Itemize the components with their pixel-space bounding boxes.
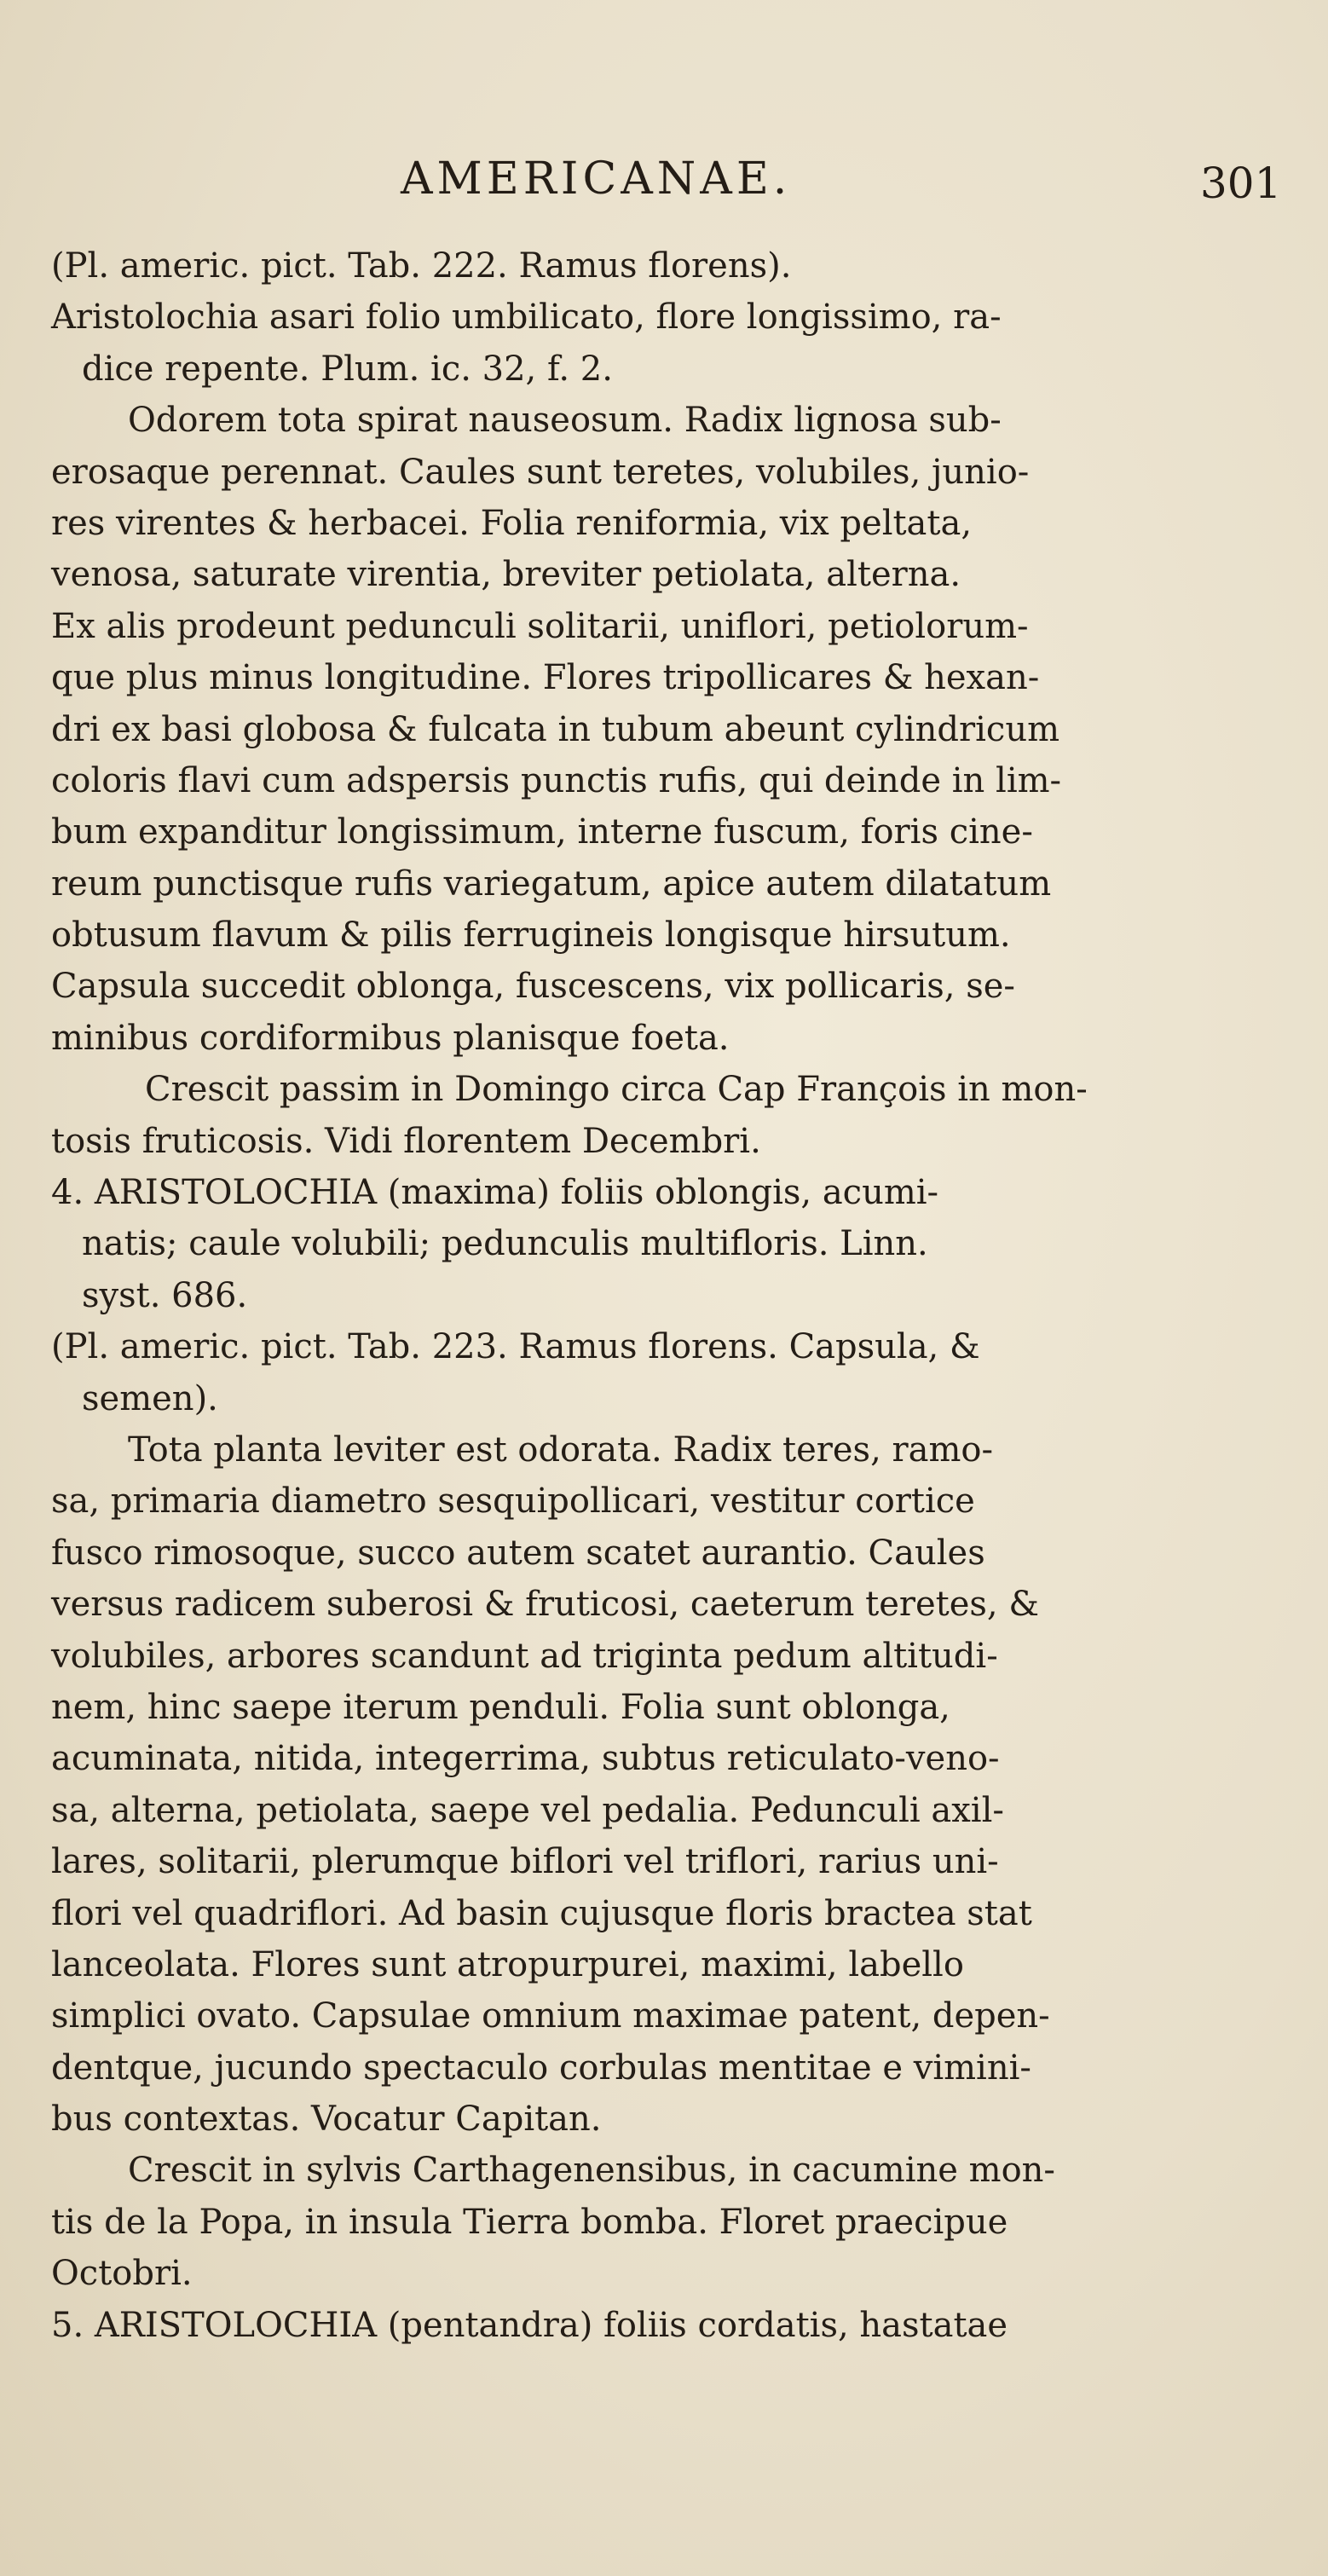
text-line: tosis fruticosis. Vidi florentem Decembri. bbox=[51, 1121, 761, 1161]
text-line: minibus cordiformibus planisque foeta. bbox=[51, 1018, 730, 1058]
text-line: bus contextas. Vocatur Capitan. bbox=[51, 2099, 602, 2140]
text-line: obtusum flavum & pilis ferrugineis longisque hirsutum. bbox=[51, 915, 1011, 956]
text-line: coloris flavi cum adspersis punctis rufis, qui deinde in lim- bbox=[51, 760, 1062, 800]
text-line: res virentes & herbacei. Folia reniformia, vix peltata, bbox=[51, 503, 973, 543]
text-line: dice repente. Plum. ic. 32, f. 2. bbox=[82, 349, 613, 389]
text-line: lanceolata. Flores sunt atropurpurei, maximi, labello bbox=[51, 1944, 964, 1984]
text-line: dri ex basi globosa & fulcata in tubum abeunt cylindricum bbox=[51, 709, 1060, 749]
text-line: 5. ARISTOLOCHIA (pentandra) foliis cordatis, hastatae bbox=[51, 2305, 1008, 2345]
text-line: versus radicem suberosi & fruticosi, caeterum teretes, & bbox=[51, 1585, 1039, 1625]
page-number: 301 bbox=[1200, 159, 1282, 208]
text-line: dentque, jucundo spectaculo corbulas mentitae e vimini- bbox=[51, 2048, 1031, 2088]
text-line: tis de la Popa, in insula Tierra bomba. Floret praecipue bbox=[51, 2202, 1008, 2242]
text-line: Crescit in sylvis Carthagenensibus, in cacumine mon- bbox=[128, 2151, 1055, 2191]
text-line: semen). bbox=[82, 1378, 218, 1418]
text-line: sa, alterna, petiolata, saepe vel pedalia. Pedunculi axil- bbox=[51, 1790, 1004, 1830]
text-line: Aristolochia asari folio umbilicato, flore longissimo, ra- bbox=[51, 297, 1002, 338]
text-line: simplici ovato. Capsulae omnium maximae patent, depen- bbox=[51, 1996, 1050, 2036]
text-line: bum expanditur longissimum, interne fuscum, foris cine- bbox=[51, 812, 1033, 852]
text-line: 4. ARISTOLOCHIA (maxima) foliis oblongis, acumi- bbox=[51, 1173, 939, 1213]
text-line: acuminata, nitida, integerrima, subtus reticulato-veno- bbox=[51, 1739, 1000, 1779]
running-head: AMERICANAE. bbox=[401, 153, 792, 205]
text-line: (Pl. americ. pict. Tab. 222. Ramus florens). bbox=[51, 246, 792, 286]
text-line: lares, solitarii, plerumque biflori vel triflori, rarius uni- bbox=[51, 1842, 999, 1882]
text-line: reum punctisque rufis variegatum, apice autem dilatatum bbox=[51, 863, 1052, 904]
text-line: erosaque perennat. Caules sunt teretes, volubiles, junio- bbox=[51, 452, 1030, 492]
text-line: sa, primaria diametro sesquipollicari, vestitur cortice bbox=[51, 1481, 975, 1522]
text-line: nem, hinc saepe iterum penduli. Folia sunt oblonga, bbox=[51, 1687, 950, 1727]
text-line: natis; caule volubili; pedunculis multifloris. Linn. bbox=[82, 1224, 928, 1264]
text-line: syst. 686. bbox=[82, 1275, 248, 1315]
text-line: Crescit passim in Domingo circa Cap François in mon- bbox=[145, 1070, 1088, 1110]
text-line: Tota planta leviter est odorata. Radix teres, ramo- bbox=[128, 1430, 993, 1470]
text-line: que plus minus longitudine. Flores tripollicares & hexan- bbox=[51, 658, 1040, 698]
body-text bbox=[51, 240, 1244, 2351]
text-line: flori vel quadriflori. Ad basin cujusque floris bractea stat bbox=[51, 1893, 1032, 1933]
text-line: (Pl. americ. pict. Tab. 223. Ramus florens. Capsula, & bbox=[51, 1327, 980, 1367]
text-line: Capsula succedit oblonga, fuscescens, vix pollicaris, se- bbox=[51, 967, 1015, 1007]
text-line: Odorem tota spirat nauseosum. Radix lignosa sub- bbox=[128, 401, 1002, 441]
text-line: Octobri. bbox=[51, 2254, 193, 2294]
text-line: venosa, saturate virentia, breviter petiolata, alterna. bbox=[51, 555, 961, 595]
text-line: Ex alis prodeunt pedunculi solitarii, uniflori, petiolorum- bbox=[51, 606, 1029, 646]
text-line: volubiles, arbores scandunt ad triginta pedum altitudi- bbox=[51, 1636, 998, 1676]
text-line: fusco rimosoque, succo autem scatet aurantio. Caules bbox=[51, 1533, 985, 1573]
